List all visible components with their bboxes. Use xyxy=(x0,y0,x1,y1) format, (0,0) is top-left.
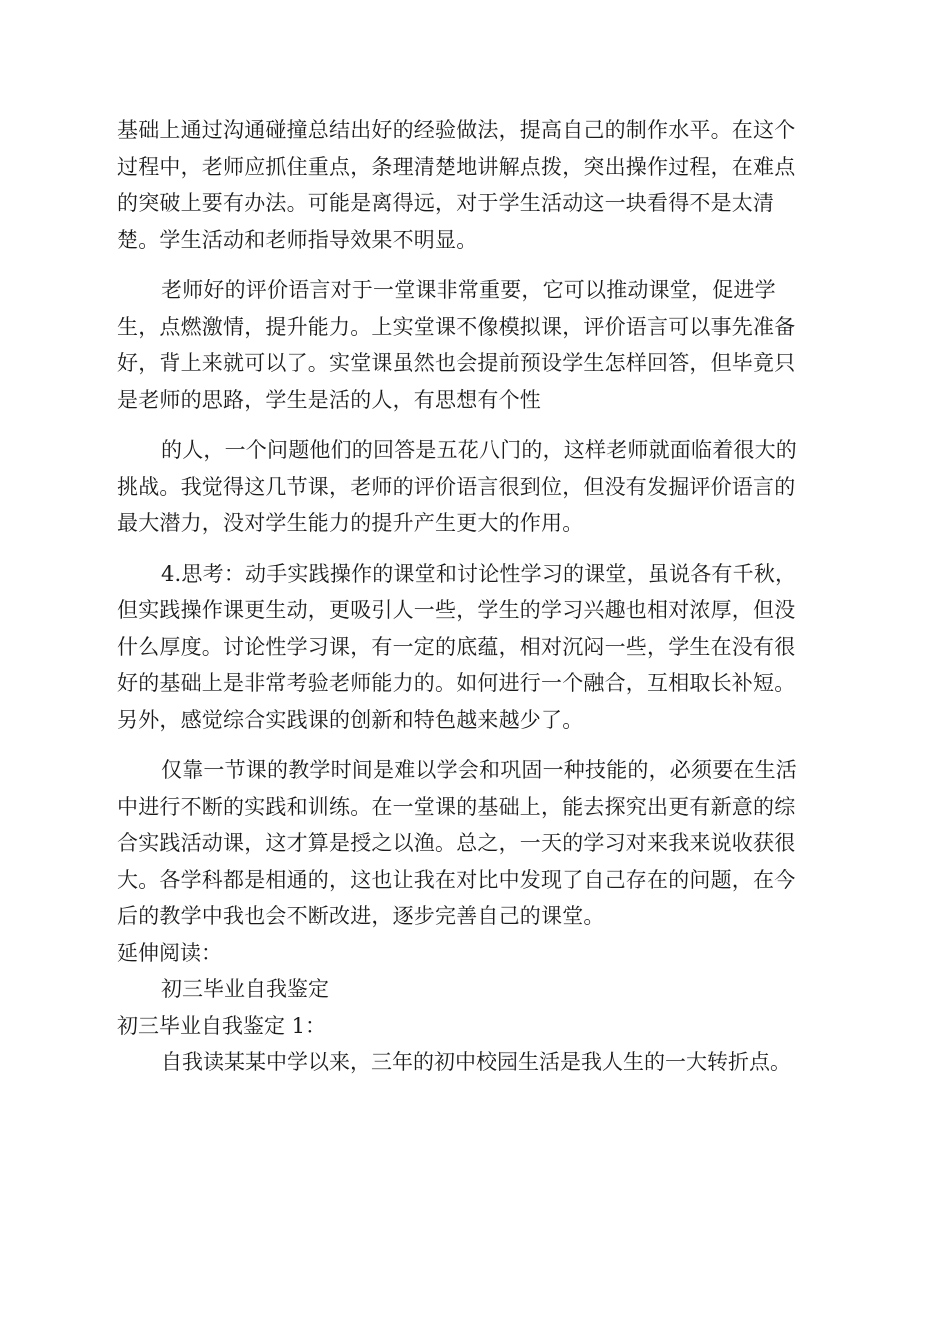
paragraph-line: 仅靠一节课的教学时间是难以学会和巩固一种技能的，必须要在生活 xyxy=(161,758,797,782)
paragraph-line: 生，点燃激情，提升能力。上实堂课不像模拟课，评价语言可以事先准备 xyxy=(117,314,796,339)
article-title: 初三毕业自我鉴定 xyxy=(161,977,329,1001)
paragraph-3 xyxy=(117,432,833,542)
paragraph-line: 后的教学中我也会不断改进，逐步完善自己的课堂。 xyxy=(117,904,605,928)
paragraph-line: 最大潜力，没对学生能力的提升产生更大的作用。 xyxy=(117,511,584,535)
paragraph-4 xyxy=(117,556,833,739)
paragraph-line: 老师好的评价语言对于一堂课非常重要，它可以推动课堂，促进学 xyxy=(161,278,776,302)
last-paragraph: 自我读某某中学以来，三年的初中校园生活是我人生的一大转折点。 xyxy=(161,1050,791,1074)
paragraph-line: 的突破上要有办法。可能是离得远，对于学生活动这一块看得不是太清 xyxy=(117,191,775,215)
extended-reading-label: 延伸阅读： xyxy=(117,940,222,965)
paragraph-line: 的人，一个问题他们的回答是五花八门的，这样老师就面临着很大的 xyxy=(161,438,797,462)
paragraph-line: 中进行不断的实践和训练。在一堂课的基础上，能去探究出更有新意的综 xyxy=(117,794,796,819)
paragraph-line: 好，背上来就可以了。实堂课虽然也会提前预设学生怎样回答，但毕竟只 xyxy=(117,351,796,375)
paragraph-line: 是老师的思路，学生是活的人，有思想有个性 xyxy=(117,387,541,412)
paragraph-line: 但实践操作课更生动，更吸引人一些，学生的学习兴趣也相对浓厚，但没 xyxy=(117,598,796,622)
paragraph-1 xyxy=(117,112,833,258)
paragraph-line: 大。各学科都是相通的，这也让我在对比中发现了自己存在的问题，在今 xyxy=(117,867,796,892)
paragraph-5 xyxy=(117,752,833,935)
paragraph-line: 楚。学生活动和老师指导效果不明显。 xyxy=(117,227,478,252)
paragraph-line: 什么厚度。讨论性学习课，有一定的底蕴，相对沉闷一些，学生在没有很 xyxy=(117,634,796,659)
section-title: 初三毕业自我鉴定 1： xyxy=(117,1013,327,1038)
paragraph-2 xyxy=(117,272,833,418)
paragraph-line: 合实践活动课，这才算是授之以渔。总之，一天的学习对来我来说收获很 xyxy=(117,831,796,855)
paragraph-line: 挑战。我觉得这几节课，老师的评价语言很到位，但没有发掘评价语言的 xyxy=(117,474,796,499)
document-page xyxy=(117,112,833,1081)
paragraph-line: 4.思考：动手实践操作的课堂和讨论性学习的课堂，虽说各有千秋， xyxy=(161,561,797,586)
paragraph-line: 基础上通过沟通碰撞总结出好的经验做法，提高自己的制作水平。在这个 xyxy=(117,118,796,142)
paragraph-line: 过程中，老师应抓住重点，条理清楚地讲解点拨，突出操作过程，在难点 xyxy=(117,154,796,179)
paragraph-line: 另外，感觉综合实践课的创新和特色越来越少了。 xyxy=(117,707,584,732)
paragraph-line: 好的基础上是非常考验老师能力的。如何进行一个融合，互相取长补短。 xyxy=(117,671,796,695)
